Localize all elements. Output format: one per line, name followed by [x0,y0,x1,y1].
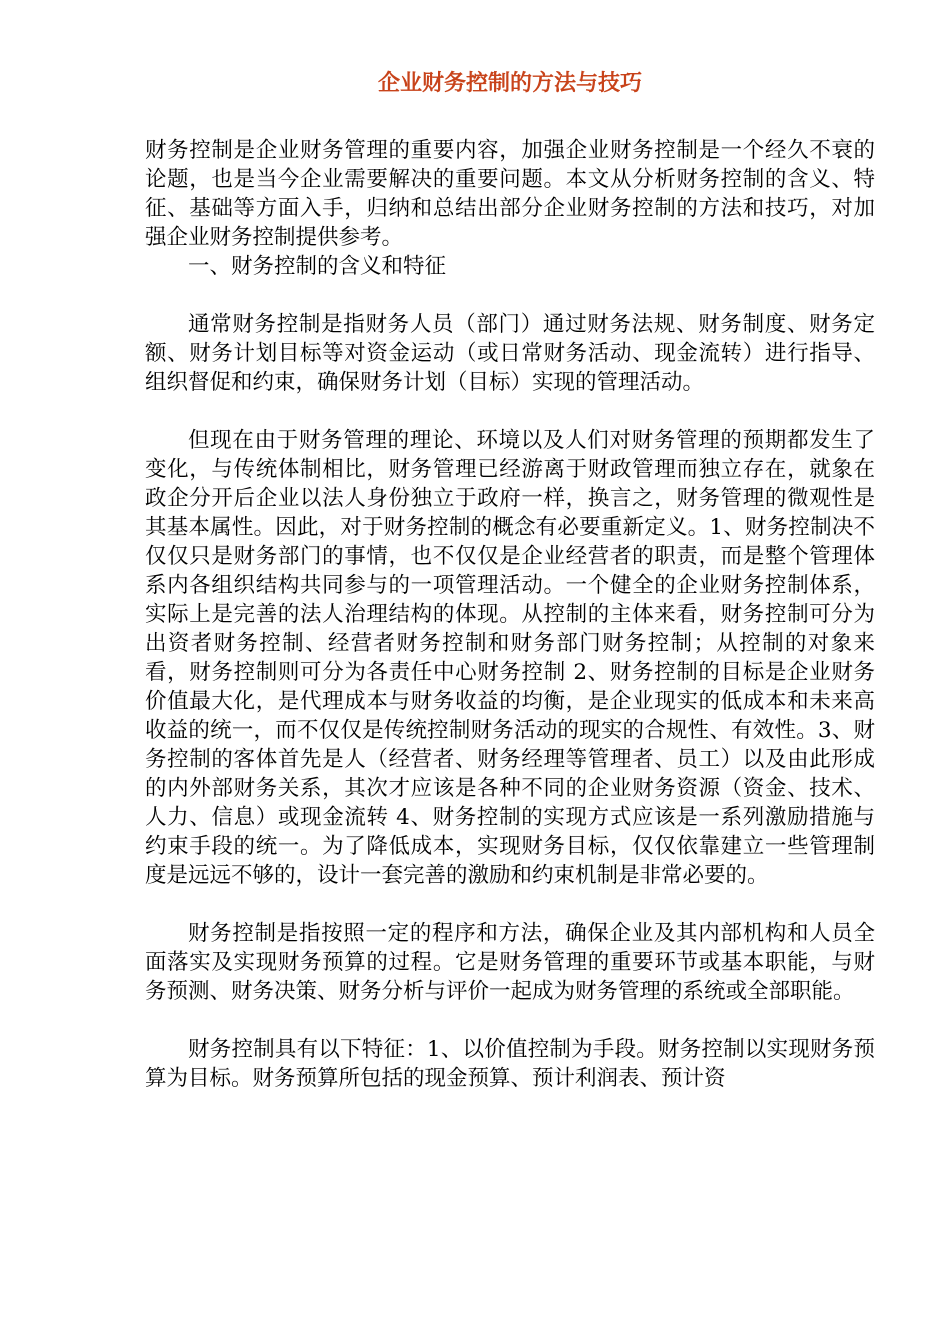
paragraph-gap [145,890,875,919]
document-body [145,136,875,1093]
body-paragraph: 通常财务控制是指财务人员（部门）通过财务法规、财务制度、财务定额、财务计划目标等对资金运动（或日常财务活动、现金流转）进行指导、组织督促和约束，确保财务计划（目标）实现的管理活动。 [145,312,875,395]
intro-paragraph: 财务控制是企业财务管理的重要内容，加强企业财务控制是一个经久不衰的论题，也是当今企业需要解决的重要问题。本文从分析财务控制的含义、特征、基础等方面入手，归纳和总结出部分企业财务控制的方法和技巧，对加强企业财务控制提供参考。 [145,138,875,250]
paragraph-gap [145,397,875,426]
body-paragraph: 财务控制具有以下特征：1、以价值控制为手段。财务控制以实现财务预算为目标。财务预算所包括的现金预算、预计利润表、预计资 [145,1037,875,1091]
body-paragraph: 但现在由于财务管理的理论、环境以及人们对财务管理的预期都发生了变化，与传统体制相比，财务管理已经游离于财政管理而独立存在，就象在政企分开后企业以法人身份独立于政府一样，换言之，财务管理的微观性是其基本属性。因此，对于财务控制的概念有必要重新定义。1、财务控制决不仅仅只是财务部门的事情，也不仅仅是企业经营者的职责，而是整个管理体系内各组织结构共同参与的一项管理活动。一个健全的企业财务控制体系，实际上是完善的法人治理结构的体现。从控制的主体来看，财务控制可分为出资者财务控制、经营者财务控制和财务部门财务控制；从控制的对象来看，财务控制则可分为各责任中心财务控制 2、财务控制的目标是企业财务价值最大化，是代理成本与财务收益的均衡，是企业现实的低成本和未来高收益的统一，而不仅仅是传统控制财务活动的现实的合规性、有效性。3、财务控制的客体首先是人（经营者、财务经理等管理者、员工）以及由此形成的内外部财务关系，其次才应该是各种不同的企业财务资源（资金、技术、人力、信息）或现金流转 4、财务控制的实现方式应该是一系列激励措施与约束手段的统一。为了降低成本，实现财务目标，仅仅依靠建立一些管理制度是远远不够的，设计一套完善的激励和约束机制是非常必要的。 [145,428,875,888]
body-paragraph: 财务控制是指按照一定的程序和方法，确保企业及其内部机构和人员全面落实及实现财务预算的过程。它是财务管理的重要环节或基本职能，与财务预测、财务决策、财务分析与评价一起成为财务管理的系统或全部职能。 [145,921,875,1004]
paragraph-gap [145,281,875,310]
section-heading: 一、财务控制的含义和特征 [188,254,447,279]
document-title: 企业财务控制的方法与技巧 [377,70,642,96]
paragraph-gap [145,1006,875,1035]
